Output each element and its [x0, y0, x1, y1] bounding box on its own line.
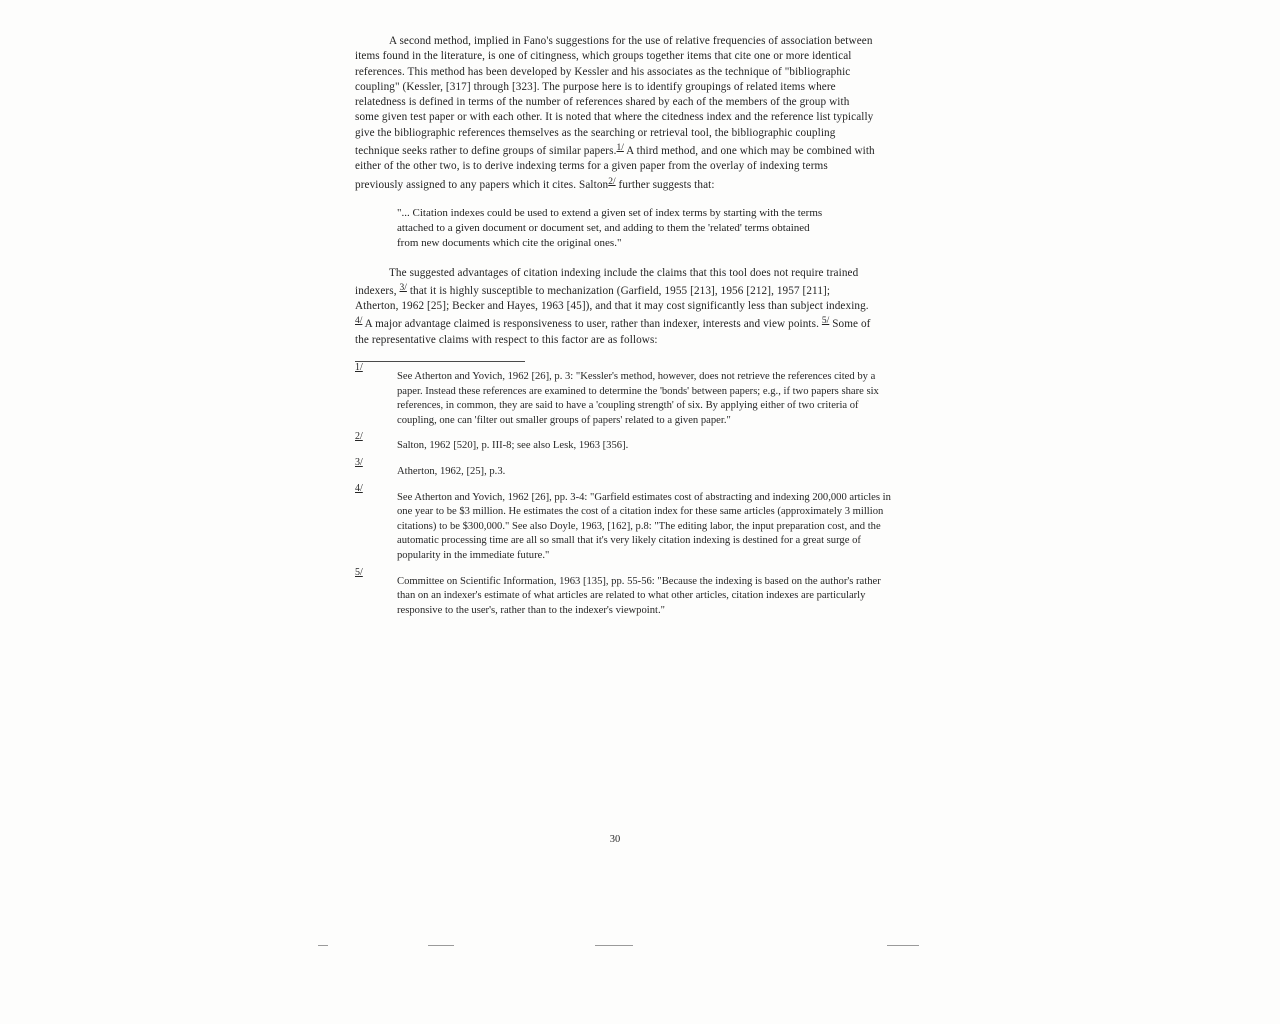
footnote-marker-1: 1/ — [355, 362, 363, 373]
advantages-part-b: that it is highly susceptible to mechanization (Garfield, 1955 [213], 1956 [212], 1957 [211]; Atherton, 1962 [25]; Becker and Hayes, 1963 [45]), and that it may cost significantly less than subject indexing. — [355, 284, 869, 313]
footnote-item — [355, 362, 879, 428]
footnote-marker-5: 5/ — [355, 566, 363, 578]
page-text-block — [355, 34, 891, 845]
scan-mark — [595, 945, 633, 946]
footnote-text-1: See Atherton and Yovich, 1962 [26], p. 3: "Kessler's method, however, does not retrieve the references cited by a paper. Instead these references are examined to determine the 'bonds' between papers; e.g., if two papers share six references, in common, they are said to have a 'coupling strength' of six. By applying either of two criteria of coupling, one can 'filter out smaller groups of papers' related to a given paper." — [397, 371, 879, 426]
paragraph-first — [355, 34, 875, 193]
scan-mark — [887, 945, 919, 946]
advantages-part-a: The suggested advantages of citation indexing include the claims that this tool does not require trained indexers, — [355, 266, 859, 297]
footnote-text-3: Atherton, 1962, [25], p.3. — [397, 465, 506, 477]
scan-mark — [428, 945, 454, 946]
scan-edge-artifacts — [300, 940, 960, 952]
scan-mark — [318, 945, 328, 946]
footnote-item — [355, 482, 891, 564]
footnote-marker-4: 4/ — [355, 482, 363, 494]
footnote-text-4: See Atherton and Yovich, 1962 [26], pp. 3-4: "Garfield estimates cost of abstracting and indexing 200,000 articles in one year to be $3 million. He estimates the cost of a citation index for these same articles (approximately 3 million citations) to be $300,000." See also Doyle, 1963, [162], p.8: "The editing labor, the input preparation cost, and the automatic processing time are all so small that it's very likely citation indexing is destined for a great surge of popularity in the immediate future." — [397, 491, 891, 561]
paragraph-2-text: A third method, and one which may be combined with either of the other two, is to derive indexing terms for a given paper from the overlay of indexing terms previously assigned to any papers which it cites. Salton — [355, 145, 875, 191]
footnote-marker-3: 3/ — [355, 456, 363, 468]
footnote-text-5: Committee on Scientific Information, 1963 [135], pp. 55-56: "Because the indexing is based on the author's rather than on an indexer's estimate of what articles are related to what other articles, citation indexes are particularly responsive to the user's, rather than to the indexer's viewpoint." — [397, 575, 881, 616]
footnote-ref-2: 2/ — [608, 176, 616, 187]
footnote-ref-5: 5/ — [821, 316, 830, 327]
paragraph-2-tail: further suggests that: — [618, 178, 715, 191]
blockquote-salton: "... Citation indexes could be used to extend a given set of index terms by starting with the terms attached to a given document or document set, and adding to them the 'related' terms obtained from new documents which cite the original ones." — [397, 206, 823, 250]
footnote-item — [355, 456, 875, 480]
footnote-text-2: Salton, 1962 [520], p. III-8; see also Lesk, 1963 [356]. — [397, 440, 629, 452]
footnote-ref-1: 1/ — [616, 143, 624, 154]
page-number: 30 — [609, 834, 621, 845]
footnote-ref-4: 4/ — [355, 316, 363, 327]
footnote-separator-rule — [355, 361, 525, 362]
footnote-item — [355, 566, 881, 619]
advantages-part-c: A major advantage claimed is responsiveness to user, rather than indexer, interests and view points. — [364, 318, 819, 331]
footnote-item — [355, 431, 875, 454]
advantages-part-d: Some of the representative claims with respect to this factor are as follows: — [355, 318, 871, 346]
paragraph-advantages — [355, 266, 875, 348]
paragraph-1-text: A second method, implied in Fano's suggestions for the use of relative frequencies of association between items found in the literature, is one of citingness, which groups together items that cite one or more identical references. This method has been developed by Kessler and his associates as the technique of "bibliographic coupling" (Kessler, [317] through [323]. The purpose here is to identify groupings of related items where relatedness is defined in terms of the number of references shared by each of the members of the group with some given test paper or with each other. It is noted that where the citedness index and the reference list typically give the bibliographic references themselves as the searching or retrieval tool, the bibliographic coupling technique seeks rather to define groups of similar papers. — [355, 35, 874, 158]
footnotes-section — [355, 362, 891, 618]
footnote-ref-3: 3/ — [399, 282, 407, 293]
footnote-marker-2: 2/ — [355, 431, 363, 443]
